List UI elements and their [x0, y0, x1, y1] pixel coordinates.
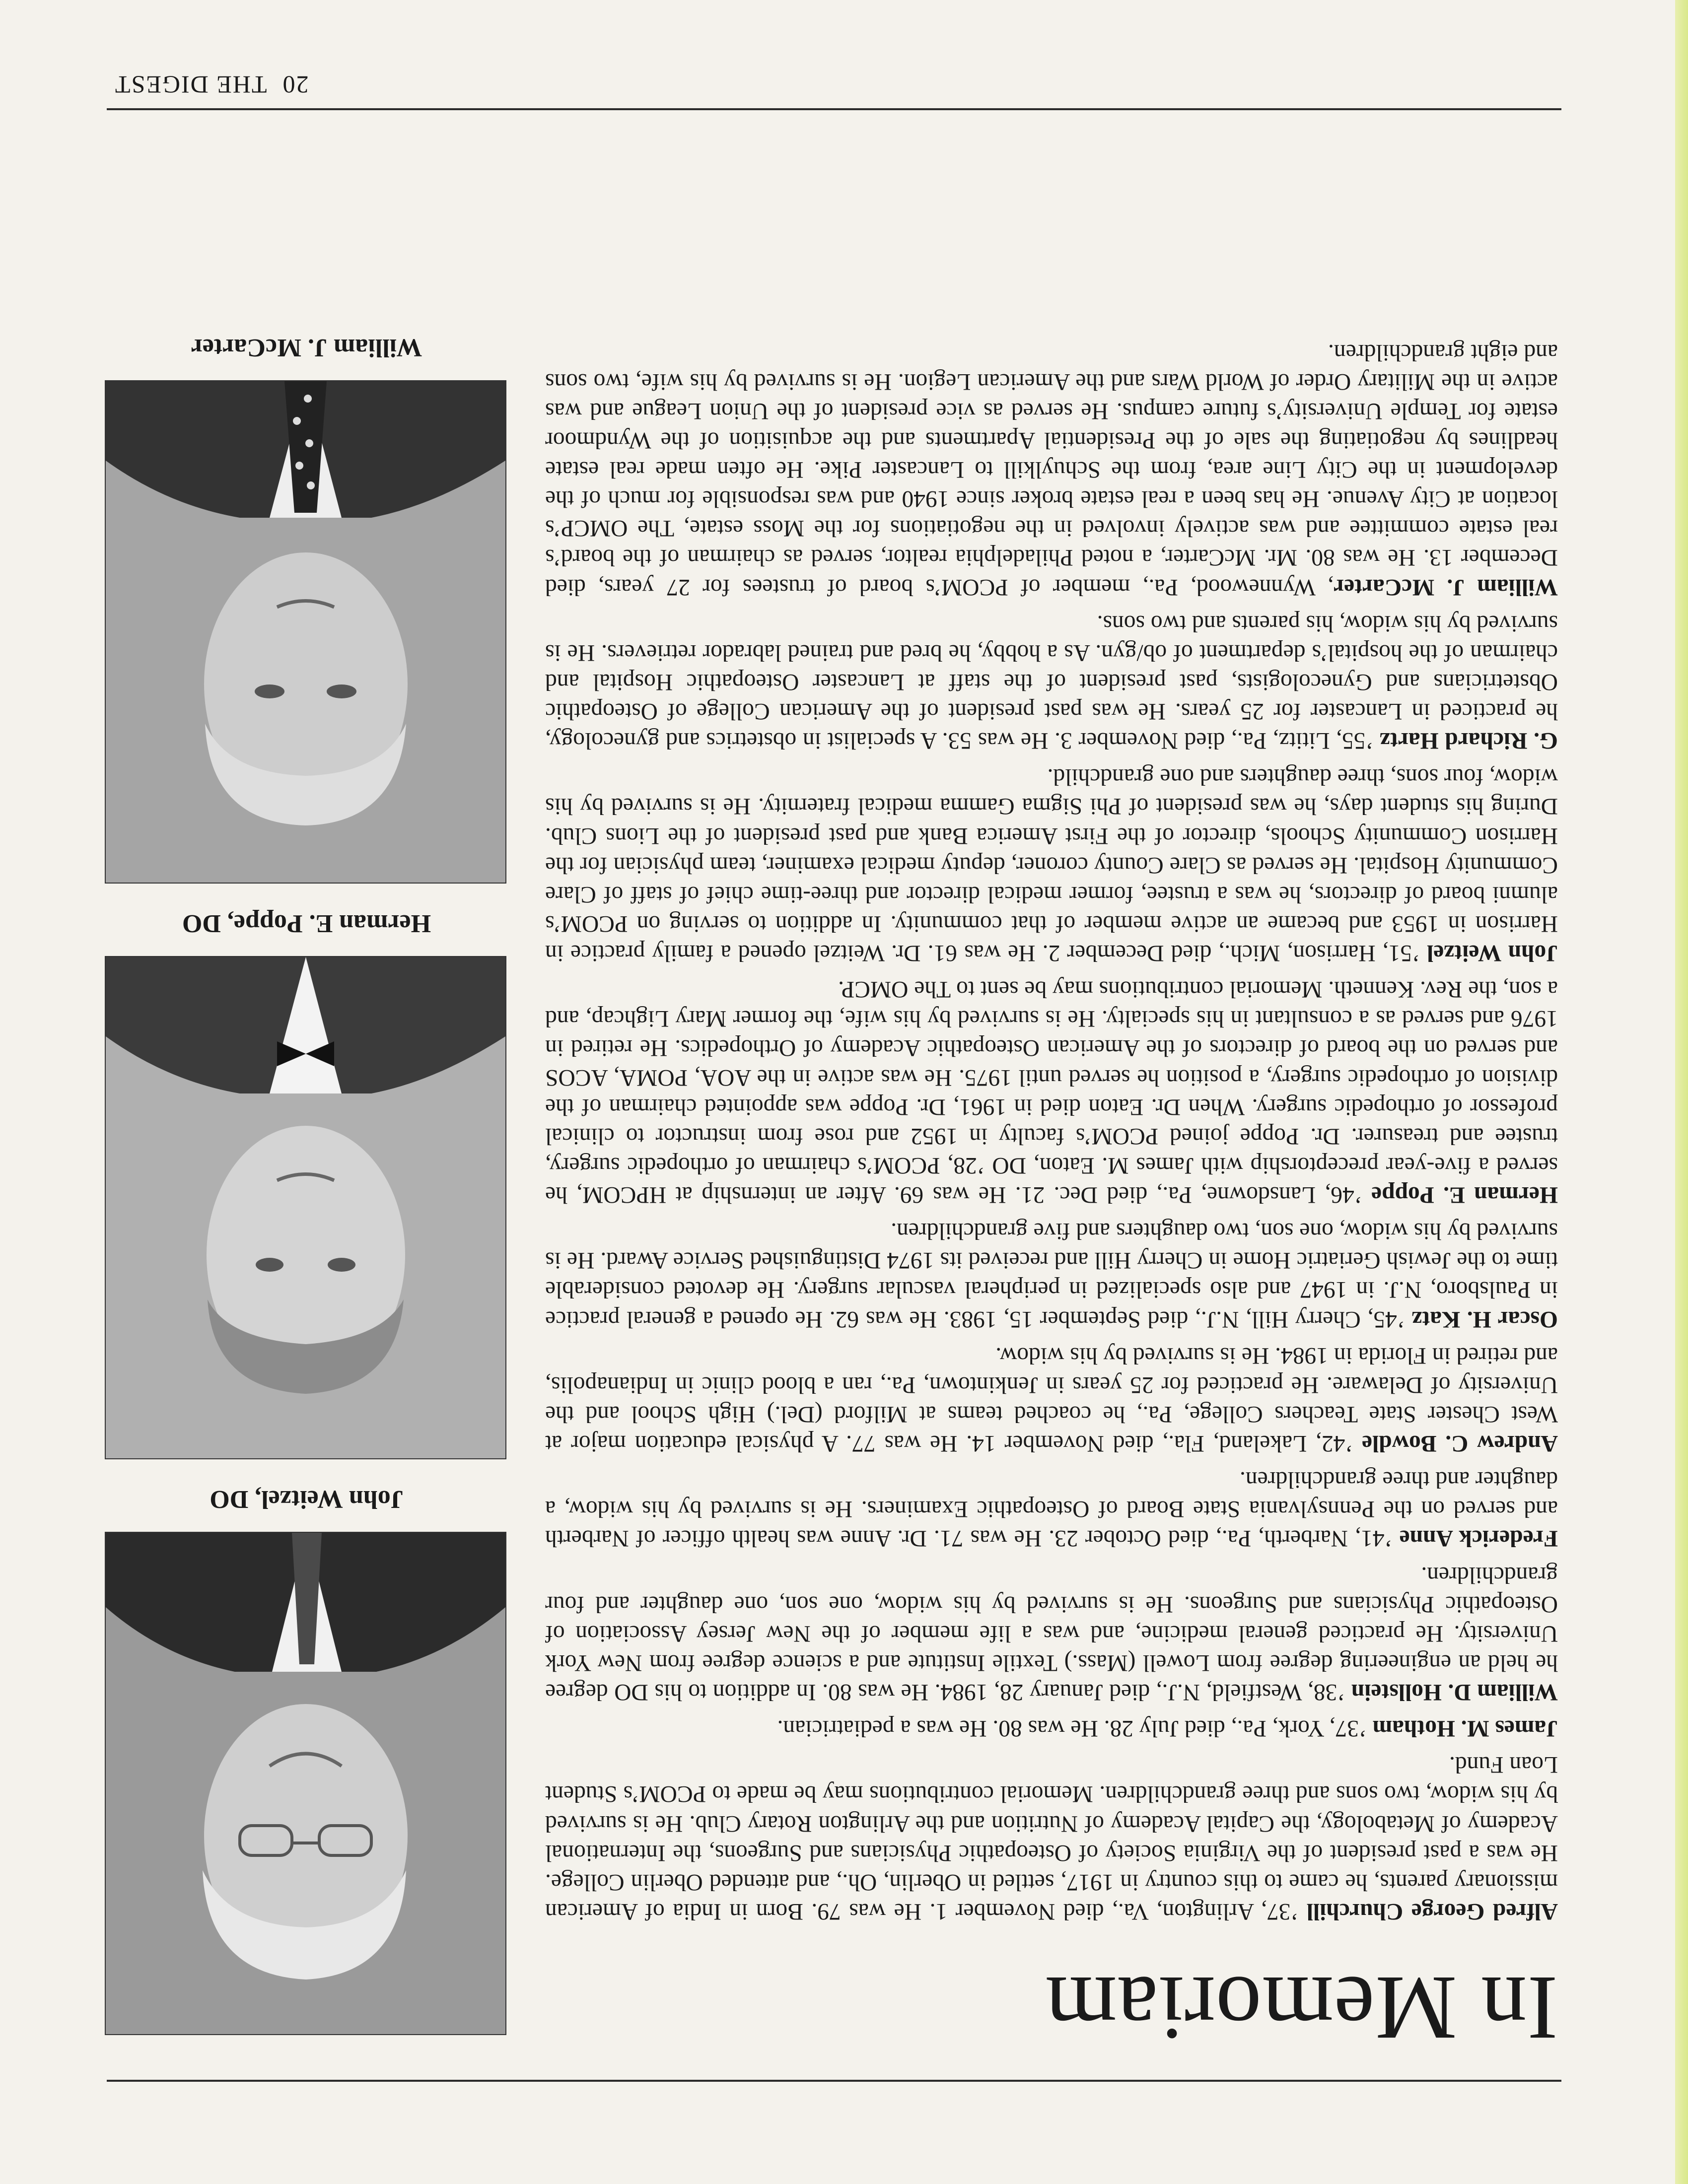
- obituary-name: G. Richard Hartz: [1379, 728, 1558, 754]
- obituary-name: Oscar H. Katz: [1411, 1306, 1558, 1332]
- obituary-name: Herman E. Poppe: [1371, 1182, 1558, 1208]
- obituary-text: ’51, Harrison, Mich., died December 2. He was 61. Dr. Weitzel opened a family practice in Harrison in 1953 and became an active member of that community. In addition to serving on PCOM’s alumni board of directors, he was a trustee, former medical director and three-time chief of staff of Clare Community Hospital. He served as Clare County coroner, deputy medical examiner, team physician for the Harrison Community Schools, director of the First America Bank and past president of the Lions Club. During his student days, he was president of Phi Sigma Gamma medical fraternity. He is survived by his widow, four sons, three daughters and one grandchild.: [545, 764, 1558, 966]
- obituary-entry: [545, 1713, 1558, 1743]
- page-footer: [114, 70, 501, 99]
- publication-name: THE DIGEST: [114, 71, 267, 99]
- obituary-name: Frederick Anne: [1399, 1525, 1558, 1552]
- photo-caption: Herman E. Poppe, DO: [182, 909, 431, 938]
- obituary-entry: [545, 1465, 1558, 1553]
- portrait-photo-mccarter: [105, 380, 506, 884]
- obituary-text: ’42, Lakeland, Fla., died November 14. He was 77. A physical education major at West Chester State Teachers College, Pa., he coached teams at Milford (Del.) High School and the University of Delaware. He practiced for 25 years in Jenkintown, Pa., ran a blood clinic in Indianapolis, and retired in Florida in 1984. He is survived by his widow.: [545, 1342, 1558, 1457]
- obituary-entry: [545, 762, 1558, 967]
- obituary-text: , Wynnewood, Pa., member of PCOM’s board of trustees for 27 years, died December 13. He was 80. Mr. McCarter, a noted Philadelphia realtor, served as chairman of the board’s real estate committee and was actively involved in the negotiations for the Moss estate, The OMCP’s location at City Avenue. He has been a real estate broker since 1940 and was responsible for much of the development in the City Line area, from the Schuylkill to Lancaster Pike. He often made real estate headlines by negotiating the sale of the Presidential Apartments and the acquisition of the Wyndmoor estate for Temple University’s future campus. He served as vice president of the Union League and was active in the Military Order of World Wars and the American Legion. He is survived by his wife, two sons and eight grandchildren.: [545, 339, 1558, 600]
- obituary-column: [545, 331, 1558, 1926]
- portrait-photo-poppe: [105, 956, 506, 1459]
- obituary-name: William D. Hollstein: [1351, 1679, 1558, 1706]
- obituary-text: ’38, Westfield, N.J., died January 28, 1984. He was 80. In addition to his DO degree he held an engineering degree from Lowell (Mass.) Textile Institute and a science degree from New York University. He practiced general medicine, and was a life member of the New Jersey Association of Osteopathic Physicians and Surgeons. He is survived by his widow, one son, one daughter and four grandchildren.: [545, 1562, 1558, 1706]
- obituary-entry: [545, 338, 1558, 602]
- obituary-text: ’41, Narberth, Pa., died October 23. He was 71. Dr. Anne was health officer of Narberth and served on the Pennsylvania State Board of Osteopathic Examiners. He is survived by his widow, a daughter and three grandchildren.: [545, 1467, 1558, 1552]
- photo-caption: William J. McCarter: [191, 334, 422, 362]
- obituary-name: James M. Hotham: [1372, 1715, 1558, 1742]
- obituary-entry: [545, 609, 1558, 755]
- obituary-text: ’45, Cherry Hill, N.J., died September 15, 1983. He was 62. He opened a general practice in Paulsboro, N.J. in 1947 and also specialized in peripheral vascular surgery. He devoted considerable time to the Jewish Geriatric Home in Cherry Hill and received its 1974 Distinguished Service Award. He is survived by his widow, one son, two daughters and five grandchildren.: [545, 1218, 1558, 1332]
- photo-column: [107, 308, 506, 2035]
- obituary-text: ’37, York, Pa., died July 28. He was 80. He was a pediatrician.: [777, 1715, 1373, 1742]
- portrait-silhouette-icon: [106, 957, 505, 1458]
- obituary-text: ’37, Arlington, Va., died November 1. He was 79. Born in India of American missionary parents, he came to this country in 1917, settled in Oberlin, Oh., and attended Oberlin College. He was a past president of the Virginia Society of Osteopathic Physicians and Surgeons, the International Academy of Metabology, the Capital Academy of Nutrition and the Arlington Rotary Club. He is survived by his widow, two sons and three grandchildren. Memorial contributions may be made to PCOM’s Student Loan Fund.: [545, 1752, 1558, 1924]
- obituary-entry: [545, 1750, 1558, 1926]
- portrait-photo-weitzel: [105, 1532, 506, 2035]
- photo-caption: John Weitzel, DO: [210, 1485, 404, 1513]
- obituary-entry: [545, 974, 1558, 1209]
- obituary-entry: [545, 1216, 1558, 1334]
- obituary-name: William J. McCarter: [1334, 574, 1558, 600]
- page-number: 20: [281, 71, 309, 99]
- obituary-entry: [545, 1560, 1558, 1707]
- top-rule: [107, 2080, 1561, 2082]
- portrait-silhouette-icon: [106, 381, 505, 883]
- binding-strip: [1675, 0, 1688, 2184]
- portrait-silhouette-icon: [106, 1533, 505, 2034]
- obituary-name: John Weitzel: [1427, 940, 1558, 966]
- obituary-text: ’46, Lansdowne, Pa., died Dec. 21. He was 69. After an internship at HPCOM, he served a five-year preceptorship with James M. Eaton, DO ’28, PCOM’s chairman of orthopedic surgery, trustee and treasurer. Dr. Poppe joined PCOM’s faculty in 1952 and rose from instructor to clinical professor of orthopedic surgery. When Dr. Eaton died in 1961, Dr. Poppe was appointed chairman of the division of orthopedic surgery, a position he served until 1975. He was active in the AOA, POMA, ACOS and served on the board of directors of the American Osteopathic Academy of Orthopedics. He retired in 1976 and served as a consultant in his specialty. He is survived by his wife, the former Mary Lighcap, and a son, the Rev. Kenneth. Memorial contributions may be sent to The OMCP.: [545, 976, 1558, 1208]
- obituary-text: ’55, Lititz, Pa., died November 3. He was 53. A specialist in obstetrics and gynecology, he practiced in Lancaster for 25 years. He was past president of the American College of Osteopathic Obstetricians and Gynecologists, past president of the staff at Lancaster Osteopathic Hospital and chairman of the hospital’s department of ob/gyn. As a hobby, he bred and trained labrador retrievers. He is survived by his widow, his parents and two sons.: [545, 610, 1558, 754]
- bottom-rule: [107, 108, 1561, 110]
- page-title: In Memoriam: [1045, 1957, 1558, 2059]
- obituary-entry: [545, 1341, 1558, 1458]
- obituary-name: Andrew C. Bowdle: [1362, 1431, 1558, 1457]
- obituary-name: Alfred George Churchill: [1306, 1899, 1558, 1924]
